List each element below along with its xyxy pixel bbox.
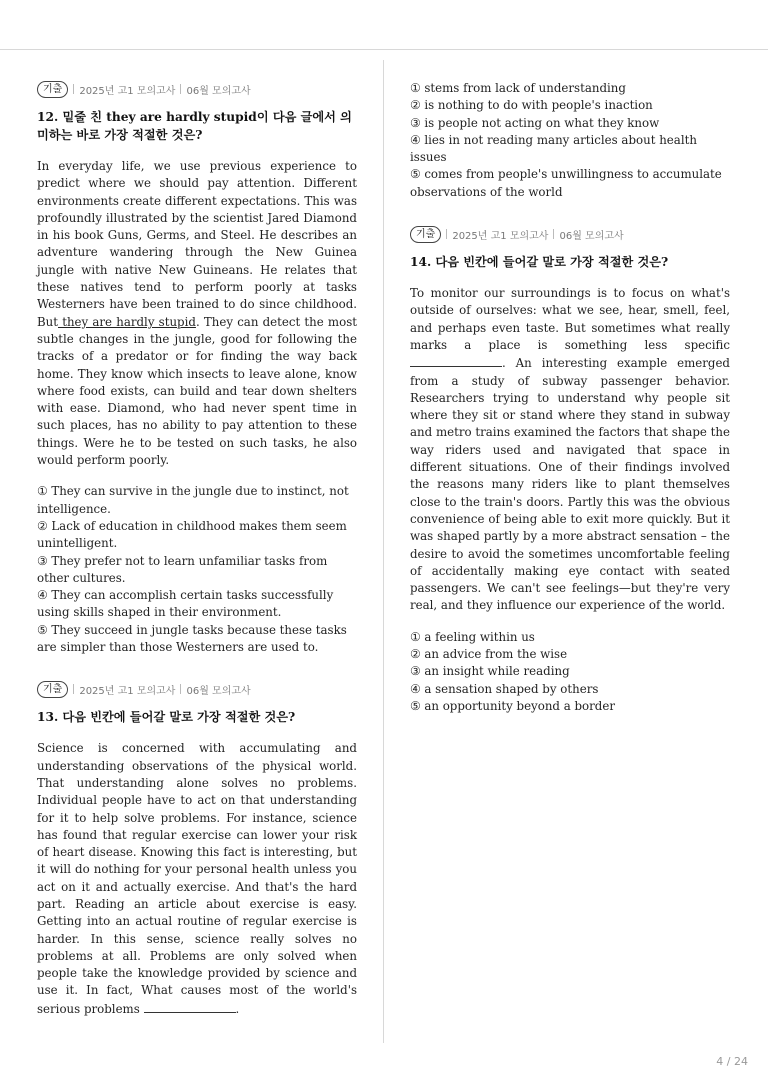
option-2[interactable]: ② is nothing to do with people's inaction <box>410 98 653 113</box>
option-3[interactable]: ③ an insight while reading <box>410 664 570 679</box>
source-month: 06월 모의고사 <box>186 685 251 697</box>
question-passage: Science is concerned with accumulating and understanding observations of the physical world. That understanding alone solves no problems. Individual people have to act on that understanding for it to help solve problems. For instance, science has found that regular exercise can lower your risk of heart disease. Knowing this fact is interesting, but it will do nothing for your personal health unless you act on it and actually exercise. And that's the hard part. Reading an article about exercise is easy. Getting into an actual routine of regular exercise is harder. In this sense, science really solves no problems at all. Problems are only solved when people take the knowledge provided by science and use it. In fact, What causes most of the world's serious problems . <box>37 741 357 1016</box>
exam-badge: 기출 <box>37 681 68 698</box>
left-column <box>37 80 357 1042</box>
source-year: 2025년 고1 모의고사 <box>79 685 176 697</box>
page-number: 4 / 24 <box>716 1055 748 1068</box>
question-12 <box>37 80 357 656</box>
question-passage: In everyday life, we use previous experience to predict where we should pay attention. Different environments create different expectations. This was profoundly illustrated by the scientist Jared Diamond in his book Guns, Germs, and Steel. He describes an adventure wandering through the New Guinea jungle with native New Guineans. He relates that these natives tend to perform poorly at tasks Westerners have been trained to do since childhood. But they are hardly stupid. They can detect the most subtle changes in the jungle, good for following the tracks of a predator or for finding the way back home. They know which insects to leave alone, know where food exists, can build and tear down shelters with ease. Diamond, who had never spent time in such places, has no ability to pay attention to these things. Were he to be tested on such tasks, he also would perform poorly. <box>37 159 358 468</box>
question-source-row <box>410 225 730 243</box>
option-4[interactable]: ④ lies in not reading many articles about health issues <box>410 132 697 165</box>
option-1[interactable]: ① a feeling within us <box>410 629 535 644</box>
option-3[interactable]: ③ They prefer not to learn unfamiliar tasks from other cultures. <box>37 553 328 585</box>
column-divider <box>383 60 384 1043</box>
question-title: 12. 밑줄 친 they are hardly stupid이 다음 글에서 의미하는 바로 가장 적절한 것은? <box>37 110 352 142</box>
source-year: 2025년 고1 모의고사 <box>452 230 549 242</box>
option-2[interactable]: ② an advice from the wise <box>410 647 568 662</box>
answer-options <box>37 483 357 656</box>
option-1[interactable]: ① stems from lack of understanding <box>410 81 626 95</box>
right-column <box>410 80 730 739</box>
option-5[interactable]: ⑤ They succeed in jungle tasks because these tasks are simpler than those Westerners are used to. <box>37 622 347 655</box>
source-month: 06월 모의고사 <box>186 85 251 97</box>
question-title: 13. 다음 빈칸에 들어갈 말로 가장 적절한 것은? <box>37 710 296 725</box>
underlined-phrase: they are hardly stupid <box>58 314 196 329</box>
option-4[interactable]: ④ a sensation shaped by others <box>410 681 599 696</box>
answer-blank <box>144 1000 236 1013</box>
answer-options <box>410 80 730 201</box>
question-14 <box>410 225 730 715</box>
header-rule <box>0 49 768 50</box>
exam-badge: 기출 <box>37 81 68 98</box>
source-year: 2025년 고1 모의고사 <box>79 85 176 97</box>
option-5[interactable]: ⑤ an opportunity beyond a border <box>410 698 615 713</box>
answer-blank <box>410 354 502 367</box>
question-13-options <box>410 80 730 201</box>
question-passage: To monitor our surroundings is to focus on what's outside of ourselves: what we see, hear, smell, feel, and perhaps even taste. But sometimes what really marks a place is something less specific . An interesting example emerged from a study of subway passenger behavior. Researchers trying to understand why people sit where they sit or stand where they stand in subway and metro trains examined the factors that shape the way riders used and navigated that space in different situations. One of their findings involved the reasons many riders like to plant themselves close to the train's doors. Partly this was the obvious convenience of being able to exit more quickly. But it was shaped partly by a more abstract sensation – the desire to avoid the sometimes uncomfortable feeling of accidentally making eye contact with seated passengers. We can't see feelings—but they're very real, and they influence our experience of the world. <box>410 286 730 613</box>
option-2[interactable]: ② Lack of education in childhood makes them seem unintelligent. <box>37 518 347 551</box>
source-month: 06월 모의고사 <box>559 230 624 242</box>
question-title: 14. 다음 빈칸에 들어갈 말로 가장 적절한 것은? <box>410 255 669 270</box>
option-4[interactable]: ④ They can accomplish certain tasks successfully using skills shaped in their environment. <box>37 588 334 620</box>
question-13 <box>37 680 357 1018</box>
question-source-row <box>37 80 357 98</box>
option-3[interactable]: ③ is people not acting on what they know <box>410 115 660 130</box>
exam-badge: 기출 <box>410 226 441 243</box>
option-5[interactable]: ⑤ comes from people's unwillingness to accumulate observations of the world <box>410 167 722 199</box>
question-source-row <box>37 680 357 698</box>
option-1[interactable]: ① They can survive in the jungle due to instinct, not intelligence. <box>37 484 349 516</box>
answer-options <box>410 629 730 715</box>
